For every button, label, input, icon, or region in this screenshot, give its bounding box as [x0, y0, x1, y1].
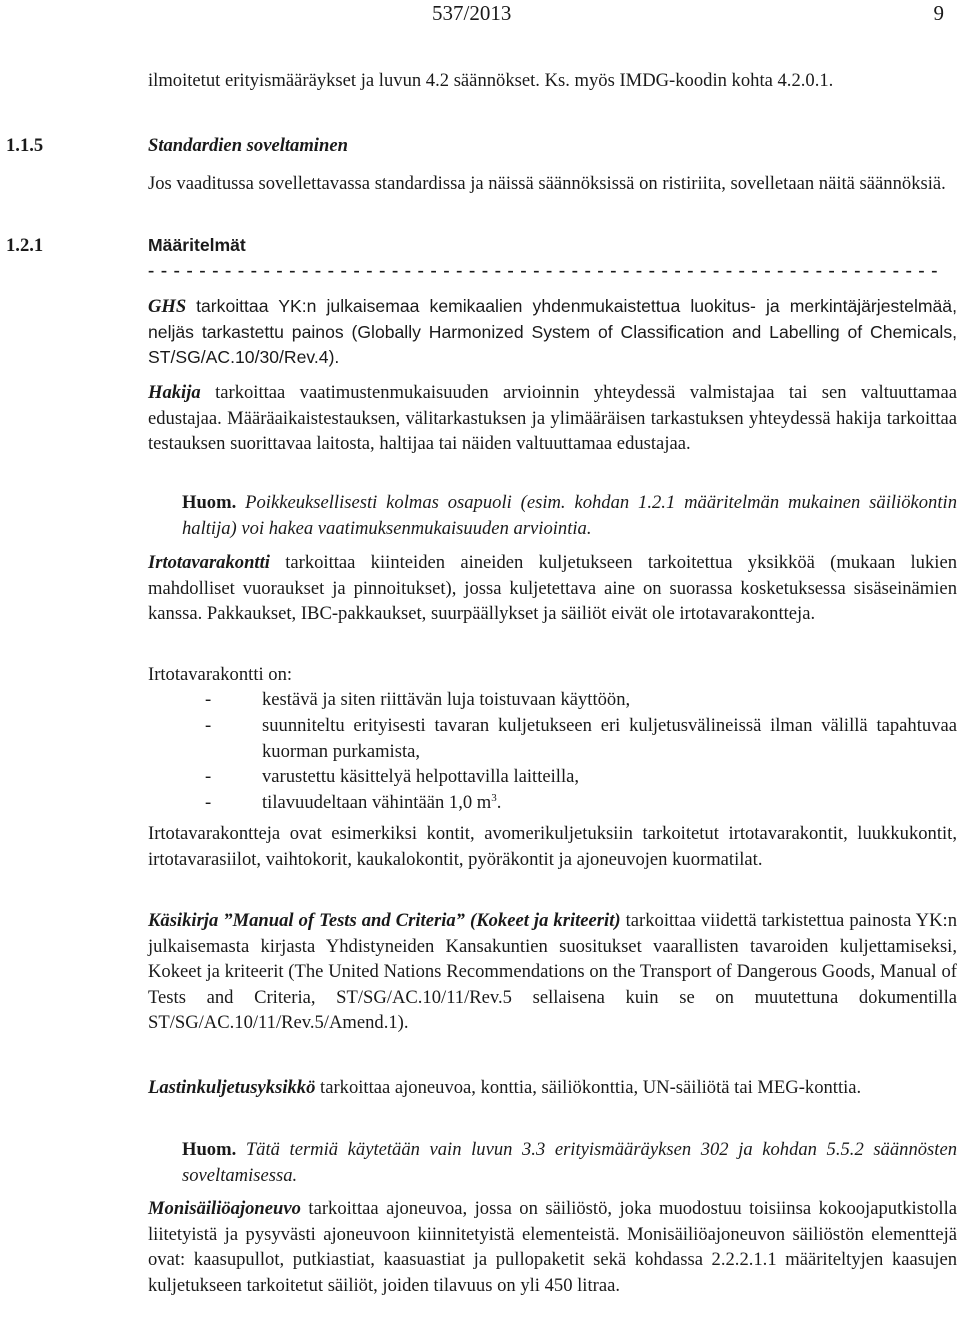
list-item	[205, 713, 957, 764]
list-item	[205, 764, 957, 790]
irtotavarakontti-on-label: Irtotavarakontti on:	[148, 664, 293, 685]
intro-paragraph: ilmoitetut erityismääräykset ja luvun 4.2 säännökset. Ks. myös IMDG-koodin kohta 4.2.0.1.	[148, 70, 834, 91]
standards-paragraph: Jos vaaditussa sovellettavassa standardissa ja näissä säännöksissä on ristiriita, sovelletaan näitä säännöksiä.	[148, 173, 946, 194]
note-hakija	[182, 490, 957, 541]
note-lastinkuljetusyksikko	[182, 1137, 957, 1188]
list-item-text: kestävä ja siten riittävän luja toistuvaan käyttöön,	[262, 689, 631, 710]
list-dash: -	[205, 766, 212, 787]
definition-ghs-text: tarkoittaa YK:n julkaisemaa kemikaalien yhdenmukaistettua luokitus- ja merkintäjärjestelmää, neljäs tarkastettu painos (Globally Harmonized System of Classification and Labelling of Chemicals, ST/SG/AC.10/30/Rev.4).	[148, 296, 957, 367]
document-number: 537/2013	[432, 1, 512, 25]
term-hakija: Hakija	[148, 382, 201, 403]
definition-monisailioajoneuvo	[148, 1196, 957, 1298]
definition-lastinkuljetusyksikko	[148, 1075, 957, 1101]
definition-irtotavarakontti	[148, 550, 957, 627]
definition-kasikirja	[148, 908, 957, 1036]
irtotavarakontti-examples: Irtotavarakontteja ovat esimerkiksi kontit, avomerikuljetuksiin tarkoitetut irtotavarakontit, luukkukontit, irtotavarasiilot, vaihtokorit, kaukalokontit, pyöräkontit ja ajoneuvojen kuormatilat.	[148, 823, 957, 870]
definition-lastinkuljetusyksikko-text: tarkoittaa ajoneuvoa, konttia, säiliökonttia, UN-säiliötä tai MEG-konttia.	[320, 1077, 862, 1098]
list-dash: -	[205, 689, 212, 710]
list-item-volume: tilavuudeltaan vähintään 1,0 m	[262, 792, 492, 813]
definition-hakija	[148, 380, 957, 457]
page-number: 9	[933, 1, 944, 25]
term-lastinkuljetusyksikko: Lastinkuljetusyksikkö	[148, 1077, 316, 1098]
term-kasikirja: Käsikirja ”Manual of Tests and Criteria” (Kokeet ja kriteerit)	[148, 910, 621, 931]
list-item-text	[262, 790, 957, 816]
term-ghs: GHS	[148, 296, 187, 317]
dashed-separator: - - - - - - - - - - - - - - - - - - - - - - - - - - - - - - - - - - - - - - - - - - - - - - - - - - - - - - - - - - - - - -	[148, 260, 939, 281]
term-irtotavarakontti: Irtotavarakontti	[148, 552, 270, 573]
section-number-1-1-5: 1.1.5	[6, 135, 44, 156]
note-hakija-text: Poikkeuksellisesti kolmas osapuoli (esim. kohdan 1.2.1 määritelmän mukainen säiliökontin haltija) voi hakea vaatimuksenmukaisuuden arviointia.	[182, 492, 957, 539]
section-title-standards: Standardien soveltaminen	[148, 135, 348, 156]
list-dash: -	[205, 792, 212, 813]
term-monisailioajoneuvo: Monisäiliöajoneuvo	[148, 1198, 301, 1219]
list-item-text: suunniteltu erityisesti tavaran kuljetukseen eri kuljetusvälineissä ilman välillä tapahtuvaa kuorman purkamista,	[262, 715, 957, 762]
definition-kasikirja-text: tarkoittaa viidettä tarkistettua painosta YK:n julkaisemasta kirjasta Yhdistyneiden Kansakuntien suositukset vaarallisten tavaroiden kuljettamiseksi, Kokeet ja kriteerit (The United Nations Recommendations on the Transport of Dangerous Goods, Manual of Tests and Criteria, ST/SG/AC.10/11/Rev.5 sellaisena kuin se on muutettuna dokumentilla ST/SG/AC.10/11/Rev.5/Amend.1).	[148, 910, 957, 1033]
note-label: Huom.	[182, 1139, 237, 1160]
note-label: Huom.	[182, 492, 237, 513]
list-item-end: .	[496, 792, 502, 813]
definition-hakija-text: tarkoittaa vaatimustenmukaisuuden arvioinnin yhteydessä valmistajaa tai sen valtuuttamaa edustajaa. Määräaikaistestauksen, välitarkastuksen ja ylimääräisen tarkastuksen yhteydessä hakija tarkoittaa testauksen suorittavaa laitosta, haltijaa tai näiden valtuuttamaa edustajaa.	[148, 382, 958, 454]
list-dash: -	[205, 715, 212, 736]
list-item	[205, 790, 957, 816]
definition-irtotavarakontti-text: tarkoittaa kiinteiden aineiden kuljetukseen tarkoitettua yksikköä (mukaan lukien mahdolliset vuoraukset ja pinnoitukset), jossa kuljetettava aine on suorassa kosketuksessa sisäseinämien kanssa. Pakkaukset, IBC-pakkaukset, suurpäällykset ja säiliöt eivät ole irtotavarakontteja.	[148, 552, 957, 624]
note-lastinkuljetusyksikko-text: Tätä termiä käytetään vain luvun 3.3 erityismääräyksen 302 ja kohdan 5.5.2 säännösten soveltamisessa.	[182, 1139, 957, 1186]
list-item-text: varustettu käsittelyä helpottavilla laitteilla,	[262, 766, 580, 787]
list-item	[205, 687, 957, 713]
superscript-3: 3	[491, 791, 497, 804]
section-title-definitions: Määritelmät	[148, 235, 246, 255]
definition-ghs	[148, 294, 957, 371]
section-number-1-2-1: 1.2.1	[6, 235, 44, 256]
definition-monisailioajoneuvo-text: tarkoittaa ajoneuvoa, jossa on säiliöstö, joka muodostuu toisiinsa kokoojaputkistolla liitetyistä ja pysyvästi ajoneuvoon kiinnitetyistä elementeistä. Monisäiliöajoneuvon säiliöstön elementtejä ovat: kaasupullot, putkiastiat, kaasuastiat ja pullopaketit sekä kohdassa 2.2.2.1.1 määriteltyjen kaasujen kuljetukseen tarkoitetut säiliöt, joiden tilavuus on yli 450 litraa.	[148, 1198, 957, 1296]
